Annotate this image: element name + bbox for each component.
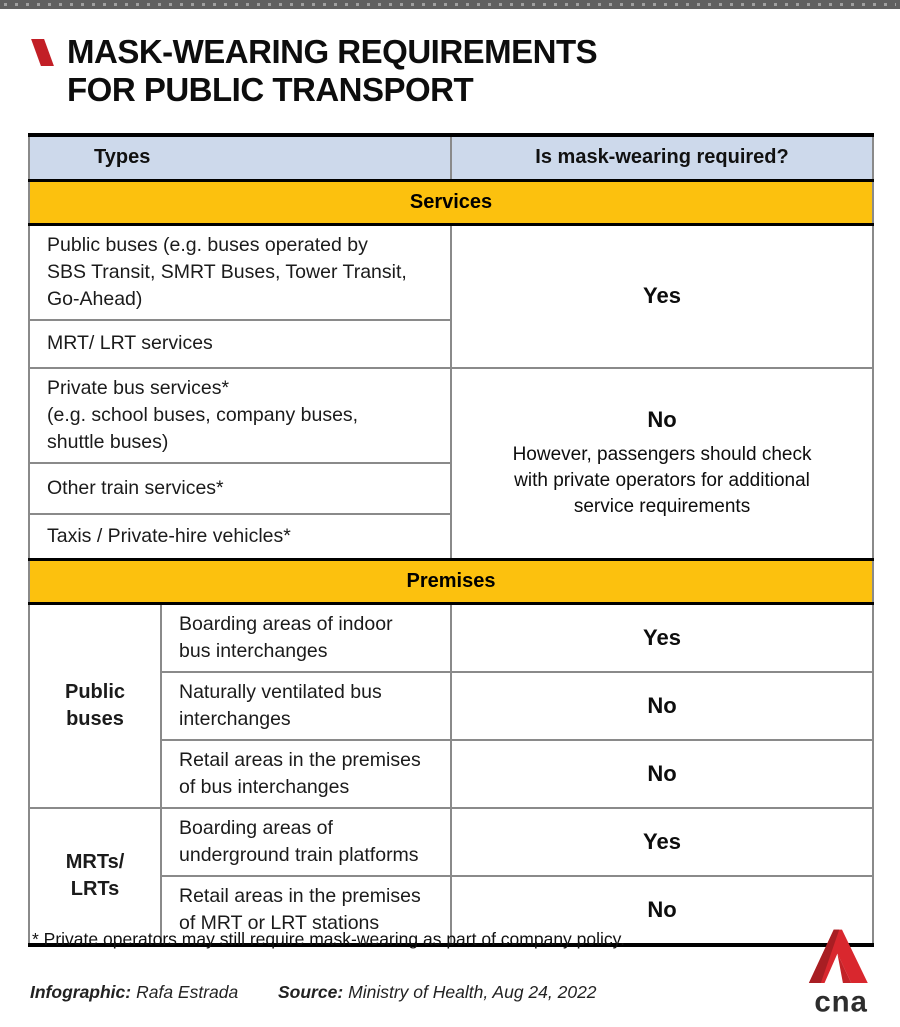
- cna-logo: [796, 926, 888, 1018]
- answer-note: However, passengers should check with private operators for additional service requirements: [512, 443, 812, 517]
- answer-cell: Yes: [451, 808, 873, 876]
- answer-cell: No: [451, 740, 873, 808]
- answer-cell: Yes: [451, 604, 873, 673]
- infographic-label: Infographic:: [30, 982, 132, 1002]
- premise-cell-boarding-indoor: Boarding areas of indoor bus interchanges: [161, 604, 451, 673]
- section-row-premises: [29, 560, 873, 604]
- infographic-credit: [30, 982, 238, 1002]
- type-cell-private-bus-services: Private bus services* (e.g. school buses, company buses, shuttle buses): [29, 368, 451, 463]
- footnote: * Private operators may still require mask-wearing as part of company policy.: [32, 929, 625, 949]
- premise-cell-boarding-underground: Boarding areas of underground train platforms: [161, 808, 451, 876]
- type-cell-mrt-lrt-services: MRT/ LRT services: [29, 320, 451, 368]
- group-cell-public-buses: Public buses: [29, 604, 161, 809]
- title-accent-mark: [31, 39, 54, 66]
- answer-cell: No: [451, 876, 873, 945]
- answer-word: No: [647, 406, 677, 432]
- table-row: [29, 224, 873, 320]
- table-row: [29, 368, 873, 463]
- source-value: Ministry of Health, Aug 24, 2022: [348, 982, 597, 1002]
- group-cell-mrts-lrts: MRTs/ LRTs: [29, 808, 161, 945]
- top-dotted-bar: [0, 0, 900, 9]
- type-cell-taxis-private-hire: Taxis / Private-hire vehicles*: [29, 514, 451, 560]
- premise-cell-retail-mrt-lrt-stations: Retail areas in the premises of MRT or LRT stations: [161, 876, 451, 945]
- section-header-premises: Premises: [29, 560, 873, 604]
- answer-cell-private-services: [451, 368, 873, 560]
- type-cell-public-buses: Public buses (e.g. buses operated by SBS Transit, SMRT Buses, Tower Transit, Go-Ahead): [29, 224, 451, 320]
- section-row-services: [29, 180, 873, 224]
- premise-cell-retail-bus-interchanges: Retail areas in the premises of bus interchanges: [161, 740, 451, 808]
- cna-wordmark: cna: [814, 985, 868, 1018]
- answer-cell-public-services: Yes: [451, 224, 873, 368]
- column-header-types: Types: [29, 135, 451, 180]
- answer-cell: No: [451, 672, 873, 740]
- section-header-services: Services: [29, 180, 873, 224]
- column-header-required: Is mask-wearing required?: [451, 135, 873, 180]
- infographic-value: Rafa Estrada: [136, 982, 239, 1002]
- page-title-block: [36, 33, 597, 109]
- premise-cell-naturally-ventilated: Naturally ventilated bus interchanges: [161, 672, 451, 740]
- source-label: Source:: [278, 982, 344, 1002]
- source-credit: [278, 982, 597, 1003]
- page-title: MASK-WEARING REQUIREMENTS FOR PUBLIC TRANSPORT: [67, 33, 598, 108]
- type-cell-other-train-services: Other train services*: [29, 463, 451, 514]
- table-header-row: [29, 135, 873, 180]
- table-row: [29, 808, 873, 876]
- table-row: [29, 604, 873, 673]
- requirements-table-wrap: [28, 133, 872, 947]
- mask-requirements-table: [28, 133, 874, 947]
- credits-bar: [30, 982, 597, 1003]
